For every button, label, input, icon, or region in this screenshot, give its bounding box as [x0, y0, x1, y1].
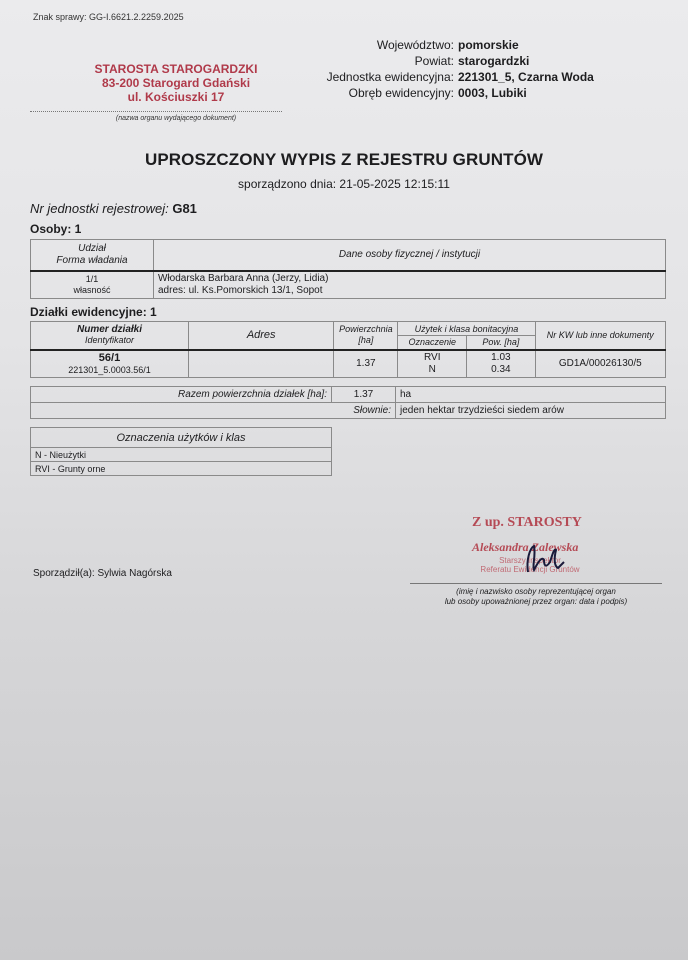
- registry-unit-value: G81: [172, 201, 197, 216]
- col-address: Adres: [189, 322, 334, 350]
- parcel-address: [189, 350, 334, 378]
- col-land-use: Użytek i klasa bonitacyjna: [398, 322, 535, 336]
- col-use-area: Pow. [ha]: [467, 336, 535, 350]
- persons-heading: Osoby: 1: [30, 222, 82, 236]
- region-row-voivodeship: Województwo: pomorskie: [376, 38, 519, 52]
- table-row: [31, 350, 666, 378]
- legend-item: RVI - Grunty orne: [31, 462, 332, 476]
- region-row-unit: Jednostka ewidencyjna: 221301_5, Czarna Woda: [326, 70, 594, 84]
- use-code: N: [428, 363, 436, 375]
- issuing-authority: [40, 62, 312, 104]
- ownership-form: własność: [73, 284, 111, 295]
- legend-table: [30, 427, 332, 476]
- registry-unit: Nr jednostki rejestrowej: G81: [30, 201, 197, 216]
- total-area-unit: ha: [396, 387, 666, 403]
- words-value: jeden hektar trzydzieści siedem arów: [396, 403, 666, 419]
- parcel-identifier: 221301_5.0003.56/1: [68, 364, 151, 375]
- parcel-area: 1.37: [334, 350, 398, 378]
- col-designation: Oznaczenie: [398, 336, 467, 350]
- use-area: 1.03: [491, 351, 511, 363]
- signature-icon: [520, 542, 566, 576]
- parcel-number: 56/1: [98, 351, 121, 364]
- authority-divider: [30, 111, 282, 112]
- stamp-role: Starszy Inspektor Referatu Ewidencji Gruntów: [480, 556, 580, 574]
- authority-name: STAROSTA STAROGARDZKI: [94, 62, 258, 76]
- total-area-value: 1.37: [332, 387, 396, 403]
- use-code: RVI: [424, 351, 441, 363]
- words-label: Słownie:: [31, 403, 396, 419]
- signature-caption: (imię i nazwisko osoby reprezentującej organ lub osoby upoważnionej przez organ: data i podpis): [444, 587, 628, 606]
- authority-caption: (nazwa organu wydającego dokument): [115, 115, 237, 122]
- table-row: [31, 271, 666, 299]
- person-name: Włodarska Barbara Anna (Jerzy, Lidia): [158, 272, 329, 284]
- authority-city: 83-200 Starogard Gdański: [101, 76, 251, 90]
- total-area-label: Razem powierzchnia działek [ha]:: [31, 387, 332, 403]
- stamp-header: Z up. STAROSTY: [472, 515, 582, 530]
- share-value: 1/1: [85, 273, 99, 284]
- signature-line: [410, 583, 662, 584]
- document-title: UPROSZCZONY WYPIS Z REJESTRU GRUNTÓW: [144, 150, 544, 169]
- col-person-data: Dane osoby fizycznej / instytucji: [154, 240, 666, 271]
- kw-number: GD1A/00026130/5: [535, 350, 665, 378]
- prepared-by: Sporządził(a): Sylwia Nagórska: [33, 568, 172, 579]
- region-row-precinct: Obręb ewidencyjny: 0003, Lubiki: [348, 86, 527, 100]
- col-area: Powierzchnia [ha]: [334, 322, 398, 350]
- region-info: [320, 37, 594, 101]
- stamp-name: Aleksandra Zalewska: [472, 540, 579, 554]
- document-date: sporządzono dnia: 21-05-2025 12:15:11: [238, 177, 450, 191]
- col-share-form: Udział Forma władania: [31, 240, 154, 271]
- parcels-summary: [30, 386, 666, 419]
- use-area: 0.34: [491, 363, 511, 375]
- persons-table: [30, 239, 666, 299]
- authority-street: ul. Kościuszki 17: [127, 90, 225, 104]
- parcels-table: [30, 321, 666, 378]
- legend-item: N - Nieużytki: [31, 448, 332, 462]
- parcels-heading: Działki ewidencyjne: 1: [30, 305, 157, 319]
- col-parcel-number: Numer działki Identyfikator: [31, 322, 189, 350]
- region-row-county: Powiat: starogardzki: [414, 54, 530, 68]
- person-address: adres: ul. Ks.Pomorskich 13/1, Sopot: [158, 284, 323, 296]
- case-number: Znak sprawy: GG-I.6621.2.2259.2025: [33, 12, 184, 22]
- legend-heading: Oznaczenia użytków i klas: [31, 428, 332, 448]
- col-kw: Nr KW lub inne dokumenty: [535, 322, 665, 350]
